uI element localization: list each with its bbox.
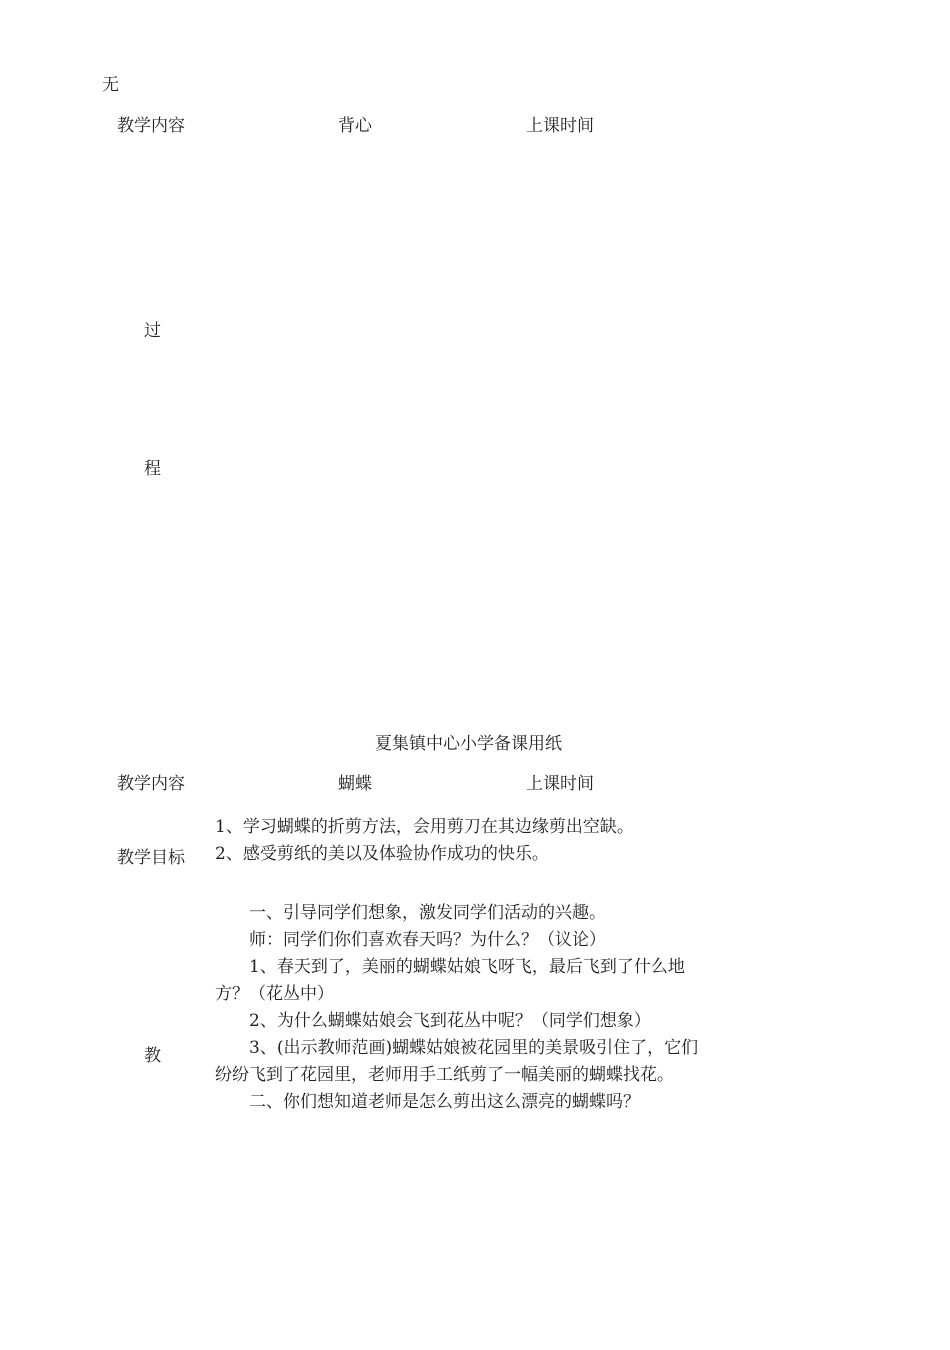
process-char-cheng: 程 xyxy=(144,459,161,479)
process-line: 二、你们想知道老师是怎么剪出这么漂亮的蝴蝶吗？ xyxy=(215,1092,640,1112)
content-value: 背心 xyxy=(338,116,372,136)
process-char-guo: 过 xyxy=(144,321,161,341)
process-char-jiao: 教 xyxy=(144,1046,161,1066)
goals-label: 教学目标 xyxy=(117,848,185,868)
top-char: 无 xyxy=(102,75,119,95)
content-label: 教学内容 xyxy=(117,116,185,136)
process-text xyxy=(215,900,698,1116)
process-line: 方？（花丛中） xyxy=(215,984,334,1004)
goal-item: 1、学习蝴蝶的折剪方法，会用剪刀在其边缘剪出空缺。 xyxy=(215,817,634,837)
process-line: 2、为什么蝴蝶姑娘会飞到花丛中呢？（同学们想象） xyxy=(215,1011,651,1031)
process-line: 一、引导同学们想象，激发同学们活动的兴趣。 xyxy=(215,903,606,923)
goal-item: 2、感受剪纸的美以及体验协作成功的快乐。 xyxy=(215,844,549,864)
content-label: 教学内容 xyxy=(117,774,185,794)
process-line: 师：同学们你们喜欢春天吗？为什么？（议论） xyxy=(215,930,606,950)
goals-list xyxy=(215,814,634,868)
page-title: 夏集镇中心小学备课用纸 xyxy=(375,734,562,754)
time-label: 上课时间 xyxy=(526,116,594,136)
process-line: 3、(出示教师范画)蝴蝶姑娘被花园里的美景吸引住了，它们 xyxy=(215,1038,699,1058)
process-line: 1、春天到了，美丽的蝴蝶姑娘飞呀飞，最后飞到了什么地 xyxy=(215,957,685,977)
time-label: 上课时间 xyxy=(526,774,594,794)
process-line: 纷纷飞到了花园里，老师用手工纸剪了一幅美丽的蝴蝶找花。 xyxy=(215,1065,674,1085)
content-value: 蝴蝶 xyxy=(338,774,372,794)
